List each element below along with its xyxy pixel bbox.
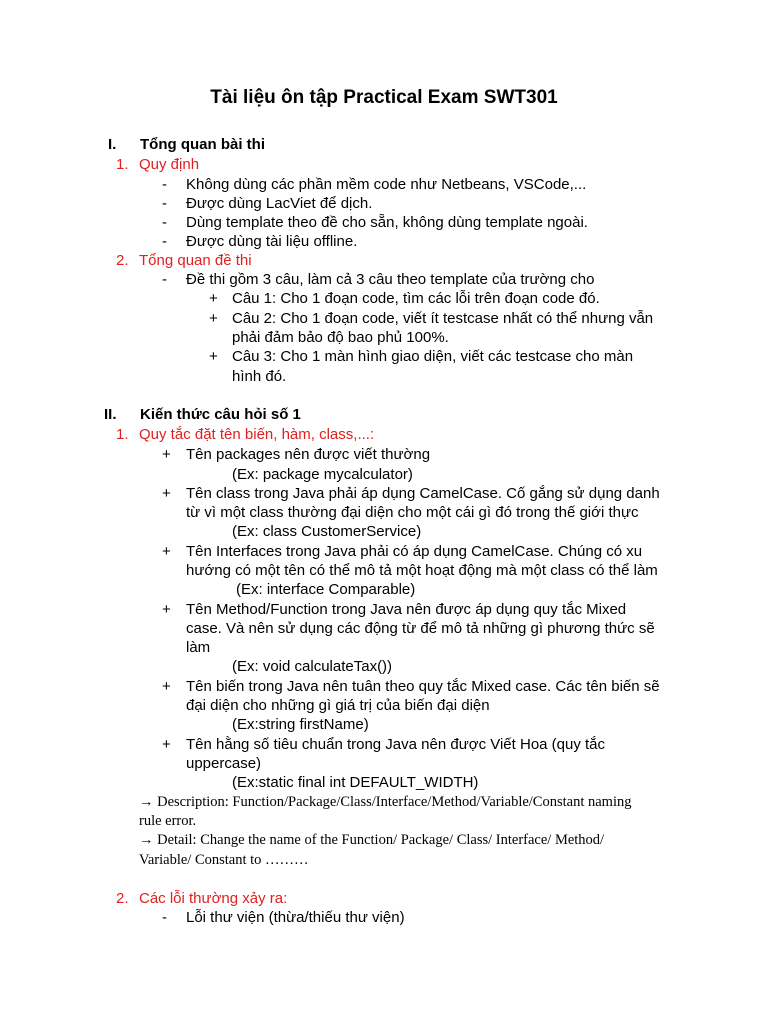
rule-text: Tên class trong Java phải áp dụng CamelCase. Cố gắng sử dụng danh bbox=[186, 485, 660, 502]
rule-example: (Ex: interface Comparable) bbox=[236, 581, 416, 598]
section-1-number: I. bbox=[108, 136, 117, 153]
plus-marker: + bbox=[209, 310, 218, 327]
list-item: Không dùng các phần mềm code như Netbeans, VSCode,... bbox=[186, 176, 587, 193]
rule-text-cont: uppercase) bbox=[186, 755, 262, 772]
list-item: Đề thi gồm 3 câu, làm cả 3 câu theo template của trường cho bbox=[186, 271, 595, 288]
subsection-1-1-heading: Quy định bbox=[139, 156, 200, 173]
rule-text: Tên hằng số tiêu chuẩn trong Java nên được Viết Hoa (quy tắc bbox=[186, 736, 606, 753]
plus-marker: + bbox=[162, 543, 171, 560]
plus-marker: + bbox=[209, 348, 218, 365]
description-line: → Description: Function/Package/Class/Interface/Method/Variable/Constant naming bbox=[139, 794, 632, 810]
detail-line-cont: Variable/ Constant to ……… bbox=[139, 852, 309, 868]
dash-marker: - bbox=[162, 233, 167, 250]
plus-marker: + bbox=[162, 446, 171, 463]
dash-marker: - bbox=[162, 214, 167, 231]
dash-marker: - bbox=[162, 271, 167, 288]
plus-marker: + bbox=[162, 736, 171, 753]
rule-example: (Ex: void calculateTax()) bbox=[232, 658, 393, 675]
detail-line: → Detail: Change the name of the Function/ Package/ Class/ Interface/ Method/ bbox=[139, 832, 605, 848]
rule-text: Tên packages nên được viết thường bbox=[186, 446, 431, 463]
section-2-heading: Kiến thức câu hỏi số 1 bbox=[140, 406, 301, 423]
rule-text-cont: đại diện cho những gì giá trị của biến đại diện bbox=[186, 697, 490, 714]
subsection-2-2-heading: Các lỗi thường xảy ra: bbox=[139, 890, 288, 907]
question-3-text-cont: hình đó. bbox=[232, 368, 287, 385]
document-title: Tài liệu ôn tập Practical Exam SWT301 bbox=[210, 87, 558, 108]
subsection-2-2-number: 2. bbox=[116, 890, 129, 907]
dash-marker: - bbox=[162, 195, 167, 212]
rule-example: (Ex: package mycalculator) bbox=[232, 466, 413, 483]
description-line-cont: rule error. bbox=[139, 813, 197, 829]
subsection-2-1-heading: Quy tắc đặt tên biến, hàm, class,...: bbox=[139, 426, 375, 443]
plus-marker: + bbox=[162, 485, 171, 502]
rule-example: (Ex: class CustomerService) bbox=[232, 523, 422, 540]
question-3-text: Câu 3: Cho 1 màn hình giao diện, viết các testcase cho màn bbox=[232, 348, 634, 365]
list-item: Được dùng tài liệu offline. bbox=[186, 233, 358, 250]
section-1-heading: Tổng quan bài thi bbox=[140, 136, 265, 153]
rule-text-cont: làm bbox=[186, 639, 211, 656]
rule-text-cont: hướng có một tên có thể mô tả một hoạt động mà một class có thể làm bbox=[186, 562, 658, 579]
section-2-number: II. bbox=[104, 406, 117, 423]
plus-marker: + bbox=[209, 290, 218, 307]
list-item: Được dùng LacViet để dịch. bbox=[186, 195, 373, 212]
question-2-text: Câu 2: Cho 1 đoạn code, viết ít testcase nhất có thể nhưng vẫn bbox=[232, 310, 654, 327]
dash-marker: - bbox=[162, 909, 167, 926]
subsection-1-2-heading: Tổng quan đề thi bbox=[139, 252, 252, 269]
rule-text: Tên Interfaces trong Java phải có áp dụng CamelCase. Chúng có xu bbox=[186, 543, 643, 560]
subsection-1-1-number: 1. bbox=[116, 156, 129, 173]
rule-text-cont: từ vì một class thường đại diện cho một cái gì đó trong thế giới thực bbox=[186, 504, 639, 521]
rule-example: (Ex:string firstName) bbox=[232, 716, 369, 733]
plus-marker: + bbox=[162, 678, 171, 695]
plus-marker: + bbox=[162, 601, 171, 618]
question-1-text: Câu 1: Cho 1 đoạn code, tìm các lỗi trên đoạn code đó. bbox=[232, 290, 600, 307]
list-item: Lỗi thư viện (thừa/thiếu thư viện) bbox=[186, 909, 405, 926]
rule-example: (Ex:static final int DEFAULT_WIDTH) bbox=[232, 774, 479, 791]
subsection-2-1-number: 1. bbox=[116, 426, 129, 443]
rule-text: Tên Method/Function trong Java nên được áp dụng quy tắc Mixed bbox=[186, 601, 627, 618]
subsection-1-2-number: 2. bbox=[116, 252, 129, 269]
list-item: Dùng template theo đề cho sẵn, không dùng template ngoài. bbox=[186, 214, 588, 231]
rule-text-cont: case. Và nên sử dụng các động từ để mô tả những gì phương thức sẽ bbox=[186, 620, 655, 637]
dash-marker: - bbox=[162, 176, 167, 193]
rule-text: Tên biến trong Java nên tuân theo quy tắc Mixed case. Các tên biến sẽ bbox=[186, 678, 660, 695]
question-2-text-cont: phải đảm bảo độ bao phủ 100%. bbox=[232, 329, 449, 346]
